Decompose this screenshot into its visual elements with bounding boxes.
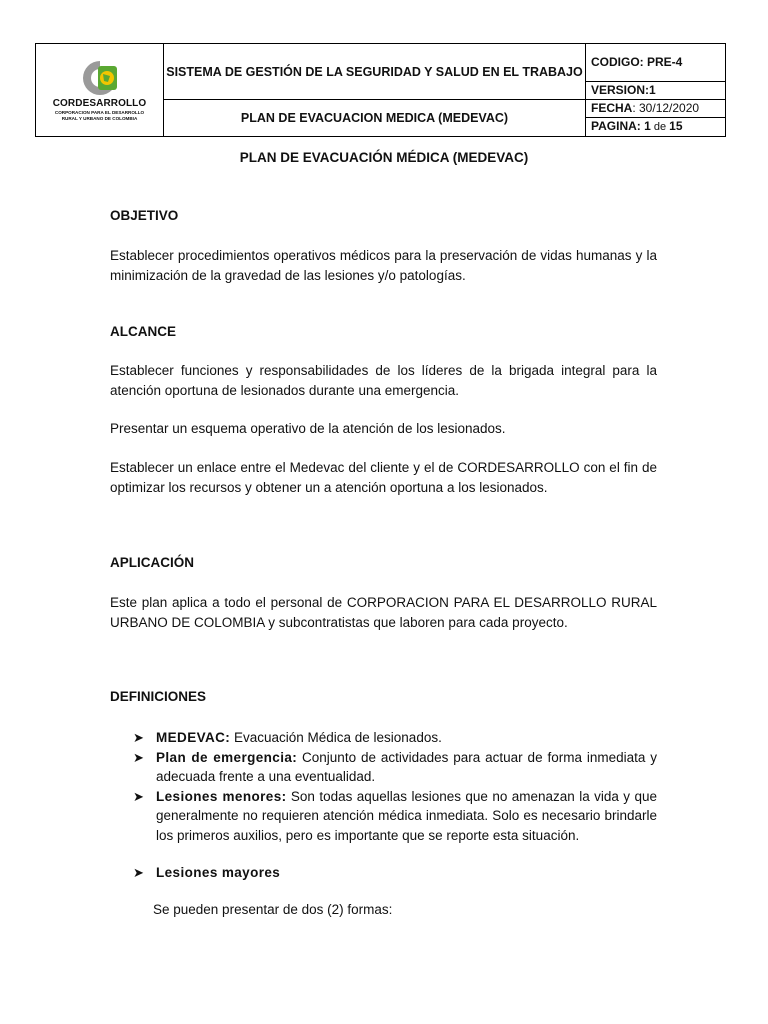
company-logo: [36, 59, 163, 121]
logo-name: CORDESARROLLO: [52, 98, 147, 109]
aplicacion-heading: APLICACIÓN: [110, 555, 194, 570]
alcance-paragraph-2: Presentar un esquema operativo de la atención de los lesionados.: [110, 421, 506, 436]
arrow-bullet-icon: ➤: [133, 749, 144, 765]
fecha-cell: FECHA: 30/12/2020: [586, 100, 726, 118]
plan-title: PLAN DE EVACUACION MEDICA (MEDEVAC): [164, 100, 586, 137]
alcance-paragraph-1: Establecer funciones y responsabilidades de los líderes de la brigada integral para la atención oportuna de lesionados durante una emergencia.: [110, 363, 657, 398]
definition-item: ➤ Lesiones mayores: [0, 863, 657, 883]
cordesarrollo-logo-icon: [79, 59, 121, 97]
arrow-bullet-icon: ➤: [133, 865, 144, 880]
logo-subtitle-1: CORPORACION PARA EL DESARROLLO: [54, 110, 145, 115]
objetivo-heading: OBJETIVO: [110, 208, 179, 223]
alcance-paragraph-3: Establecer un enlace entre el Medevac del cliente y el de CORDESARROLLO con el fin de optimizar los recursos y obtener un a atención oportuna a los lesionados.: [110, 460, 657, 495]
pagina-cell: PAGINA: 1 de 15: [586, 118, 726, 137]
logo-cell: [36, 44, 164, 137]
definition-item: ➤ Plan de emergencia: Conjunto de actividades para actuar de forma inmediata y adecuada frente a una eventualidad.: [133, 749, 657, 784]
system-title: SISTEMA DE GESTIÓN DE LA SEGURIDAD Y SALUD EN EL TRABAJO: [164, 44, 586, 100]
arrow-bullet-icon: ➤: [133, 730, 144, 745]
objetivo-text: Establecer procedimientos operativos médicos para la preservación de vidas humanas y la minimización de la gravedad de las lesiones y/o patologías.: [110, 248, 657, 283]
codigo-cell: CODIGO: PRE-4: [586, 44, 726, 82]
definiciones-heading: DEFINICIONES: [110, 689, 207, 704]
version-cell: VERSION:1: [586, 82, 726, 100]
aplicacion-text: Este plan aplica a todo el personal de CORPORACION PARA EL DESARROLLO RURAL URBANO DE COLOMBIA y subcontratistas que laboren para cada proyecto.: [110, 595, 657, 630]
document-title: PLAN DE EVACUACIÓN MÉDICA (MEDEVAC): [239, 150, 529, 165]
definition-item: ➤ Lesiones menores: Son todas aquellas lesiones que no amenazan la vida y que generalmente no requieren atención médica inmediata. Solo es necesario brindarle los primeros auxilios, pero es importante que se reporte esta situación.: [133, 788, 657, 843]
definition-item: ➤ MEDEVAC: Evacuación Médica de lesionados.: [0, 728, 657, 748]
header-table: [35, 43, 726, 137]
logo-subtitle-2: RURAL Y URBANO DE COLOMBIA: [61, 116, 138, 121]
definitions-list: [0, 728, 768, 883]
lesiones-mayores-subtext: Se pueden presentar de dos (2) formas:: [153, 902, 393, 917]
arrow-bullet-icon: ➤: [133, 788, 144, 804]
alcance-heading: ALCANCE: [110, 324, 176, 339]
